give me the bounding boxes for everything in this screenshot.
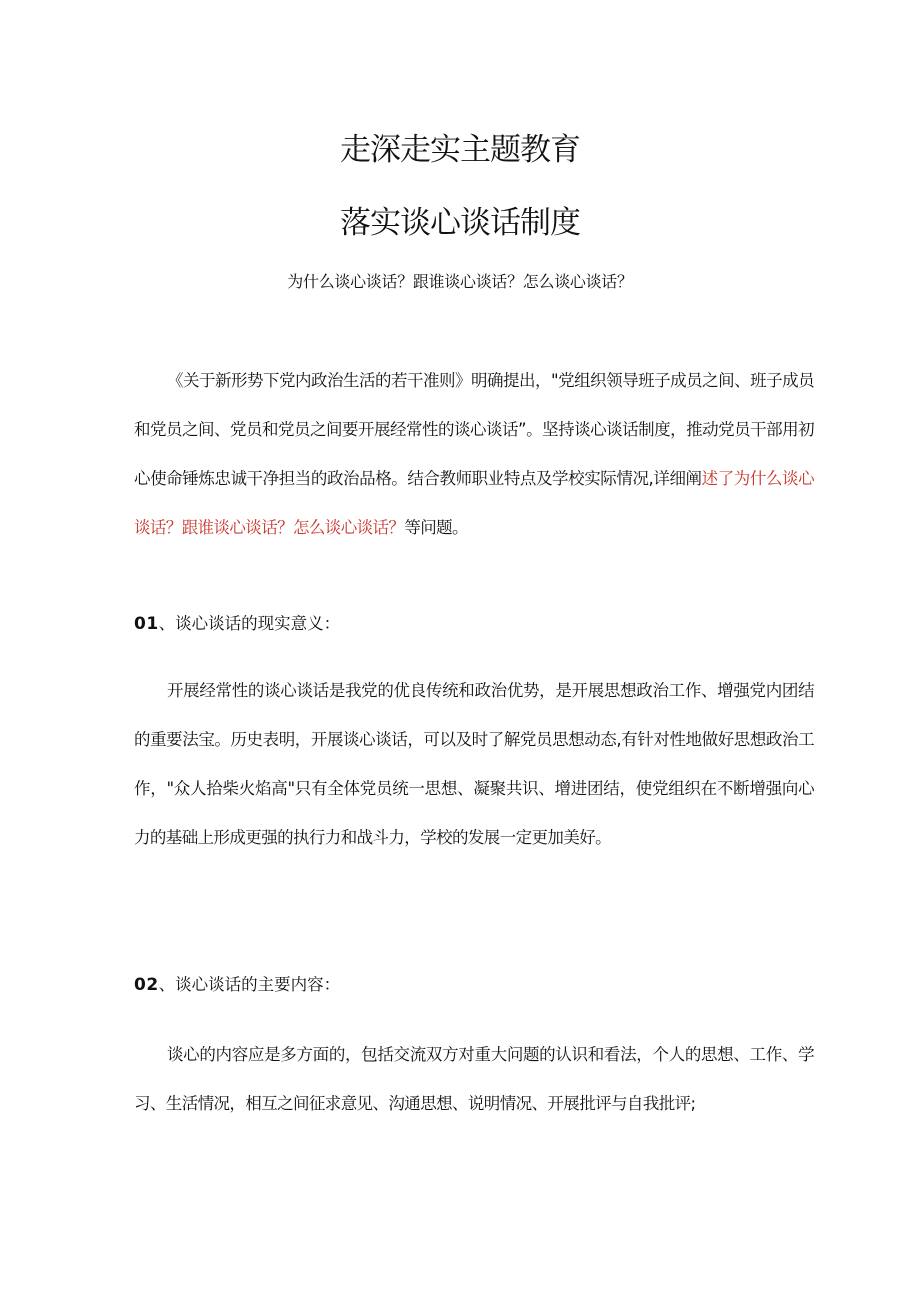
section-01-paragraph: 开展经常性的谈心谈话是我党的优良传统和政治优势，是开展思想政治工作、增强党内团结的重要法宝。历史表明，开展谈心谈话，可以及时了解党员思想动态,有针对性地做好思想政治工作，"众人拾柴火焰高"只有全体党员统一思想、凝聚共识、增进团结，使党组织在不断增强向心力的基础上形成更强的执行力和战斗力，学校的发展一定更加美好。	[134, 681, 814, 847]
intro-highlight-text: 述了为什么谈心谈话？跟谁谈心谈话？怎么谈心谈话？	[134, 469, 814, 537]
section-01-heading	[134, 612, 814, 636]
intro-text: 《关于新形势下党内政治生活的若干准则》明确提出，"党组织领导班子成员之间、班子成员和党员之间、党员和党员之间要开展经常性的谈心谈话”。坚持谈心谈话制度，推动党员干部用初心使命锤炼忠诚干净担当的政治品格。结合教师职业特点及学校实际情况,详细阐	[134, 371, 814, 488]
title-line-1: 走深走实主题教育	[340, 132, 580, 168]
section-02-paragraph: 谈心的内容应是多方面的，包括交流双方对重大问题的认识和看法，个人的思想、工作、学习、生活情况，相互之间征求意见、沟通思想、说明情况、开展批评与自我批评;	[134, 1045, 814, 1113]
title-line-2: 落实谈心谈话制度	[340, 205, 580, 241]
section-number: 02	[134, 975, 159, 995]
section-02-heading	[134, 973, 814, 997]
section-number: 01	[134, 614, 159, 634]
intro-paragraph	[134, 356, 814, 552]
section-heading-text: 、谈心谈话的主要内容：	[158, 975, 341, 994]
intro-text-end: 等问题。	[404, 518, 468, 537]
subtitle: 为什么谈心谈话？跟谁谈心谈话？怎么谈心谈话？	[287, 272, 633, 291]
section-heading-text: 、谈心谈话的现实意义：	[158, 614, 341, 633]
